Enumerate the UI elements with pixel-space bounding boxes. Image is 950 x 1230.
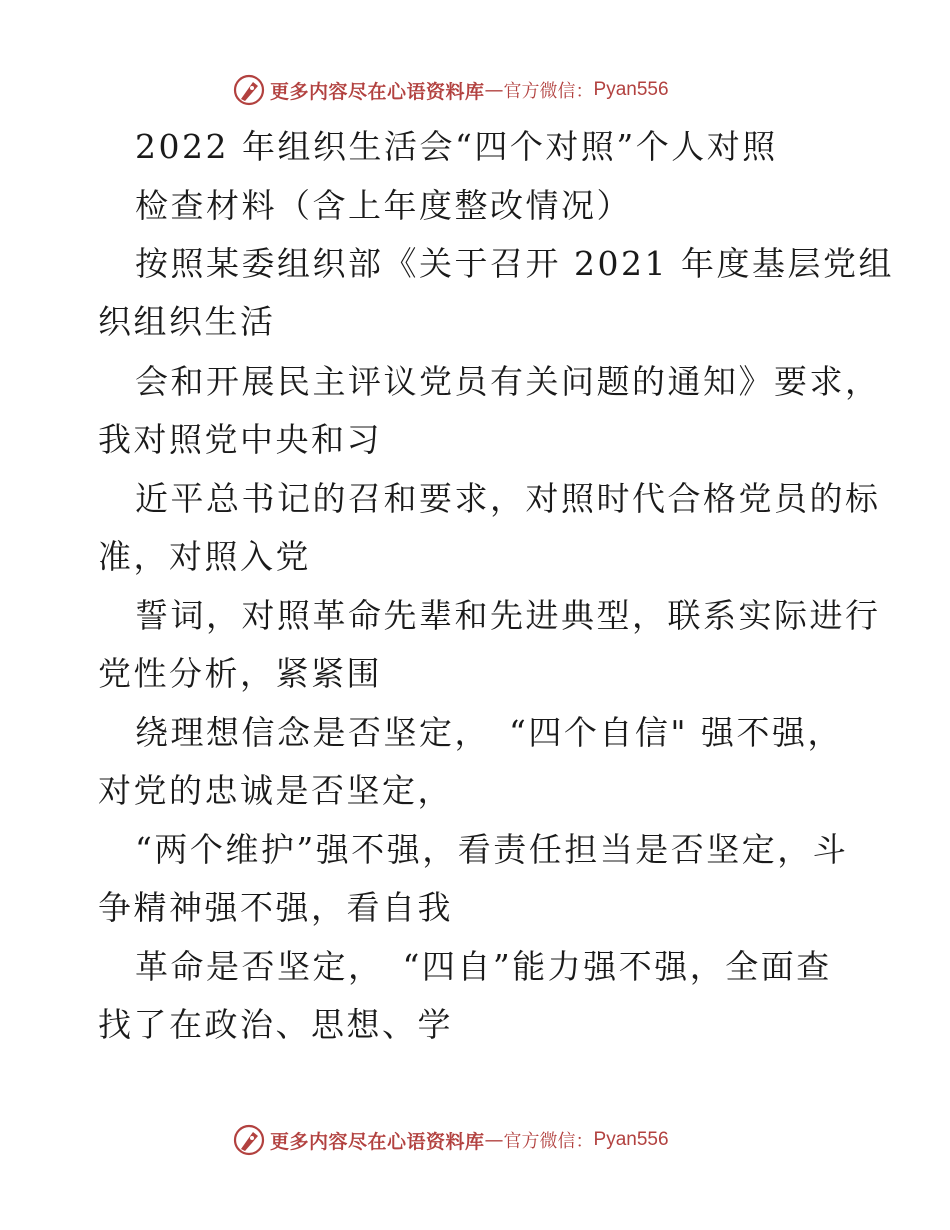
pen-nib-circle-icon <box>232 73 266 107</box>
paragraph-line: 绕理想信念是否坚定， “四个自信" 强不强， <box>135 713 844 752</box>
header-watermark <box>232 72 669 108</box>
paragraph-line: 党性分析，紧紧围 <box>98 654 382 693</box>
paragraph-line: 誓词，对照革命先辈和先进典型，联系实际进行 <box>135 596 881 635</box>
watermark-label: 官方微信： <box>503 1131 594 1152</box>
watermark-wechat-id: Pyan556 <box>593 1129 669 1150</box>
watermark-brand: 更多内容尽在心语资料库 <box>270 80 485 103</box>
title-line-1: 2022 年组织生活会“四个对照”个人对照 <box>135 127 778 166</box>
pen-nib-circle-icon <box>232 1123 266 1157</box>
watermark-separator: — <box>484 1129 504 1151</box>
watermark-label: 官方微信： <box>503 81 594 102</box>
title-line-2: 检查材料（含上年度整改情况） <box>135 186 632 225</box>
paragraph-line: 革命是否坚定， “四自”能力强不强，全面查 <box>135 947 832 986</box>
footer-watermark <box>232 1122 669 1158</box>
paragraph-line: 按照某委组织部《关于召开 2021 年度基层党组 <box>135 244 894 283</box>
watermark-separator: — <box>484 79 504 101</box>
paragraph-line: 织组织生活 <box>98 302 276 341</box>
paragraph-line: 我对照党中央和习 <box>98 420 382 459</box>
paragraph-line: 找了在政治、思想、学 <box>98 1005 453 1044</box>
watermark-wechat-id: Pyan556 <box>593 79 669 100</box>
paragraph-line: 准，对照入党 <box>98 537 311 576</box>
paragraph-line: 近平总书记的召和要求，对照时代合格党员的标 <box>135 479 881 518</box>
paragraph-line: 会和开展民主评议党员有关问题的通知》要求， <box>135 362 881 401</box>
paragraph-line: “两个维护”强不强，看责任担当是否坚定，斗 <box>135 830 849 869</box>
paragraph-line: 争精神强不强，看自我 <box>98 888 453 927</box>
paragraph-line: 对党的忠诚是否坚定， <box>98 771 453 810</box>
watermark-brand: 更多内容尽在心语资料库 <box>270 1130 485 1153</box>
